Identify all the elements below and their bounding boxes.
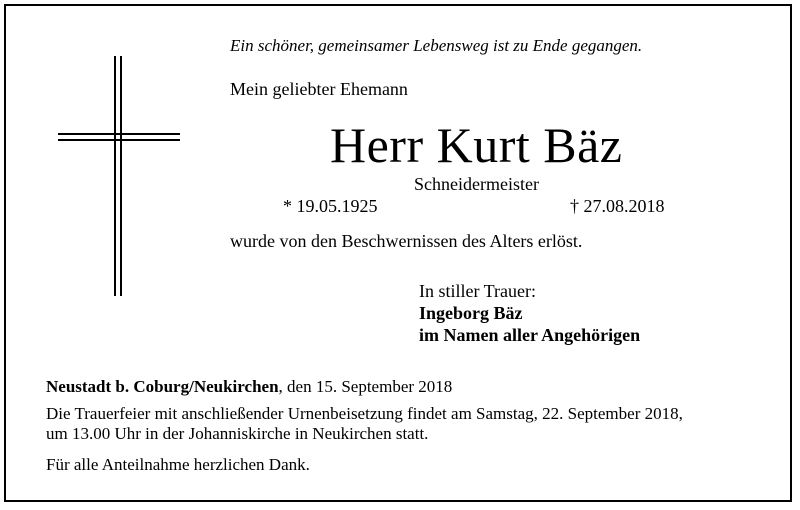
mourning-block: [419, 280, 640, 346]
cross-icon: [58, 56, 180, 296]
mourner-name: Ingeborg Bäz: [419, 303, 523, 323]
relatives-text: im Namen aller Angehörigen: [419, 325, 641, 345]
birth-date: * 19.05.1925: [283, 196, 378, 216]
death-date: † 27.08.2018: [570, 196, 665, 216]
mourning-label: In stiller Trauer:: [419, 281, 536, 301]
ceremony-line-1: Die Trauerfeier mit anschließender Urnenbeisetzung findet am Samstag, 22. September 2018,: [46, 404, 683, 423]
profession-text: Schneidermeister: [414, 174, 539, 194]
place-date-line: [46, 377, 452, 397]
date-text: , den 15. September 2018: [278, 377, 453, 396]
intro-text: Mein geliebter Ehemann: [230, 79, 408, 99]
deceased-name: Herr Kurt Bäz: [330, 117, 623, 173]
ceremony-line-2: um 13.00 Uhr in der Johanniskirche in Neukirchen statt.: [46, 424, 429, 443]
released-text: wurde von den Beschwernissen des Alters erlöst.: [230, 231, 583, 251]
thanks-text: Für alle Anteilnahme herzlichen Dank.: [46, 455, 310, 474]
ceremony-block: [46, 404, 683, 444]
motto-text: Ein schöner, gemeinsamer Lebensweg ist zu Ende gegangen.: [230, 36, 643, 55]
place-text: Neustadt b. Coburg/Neukirchen: [46, 377, 279, 396]
